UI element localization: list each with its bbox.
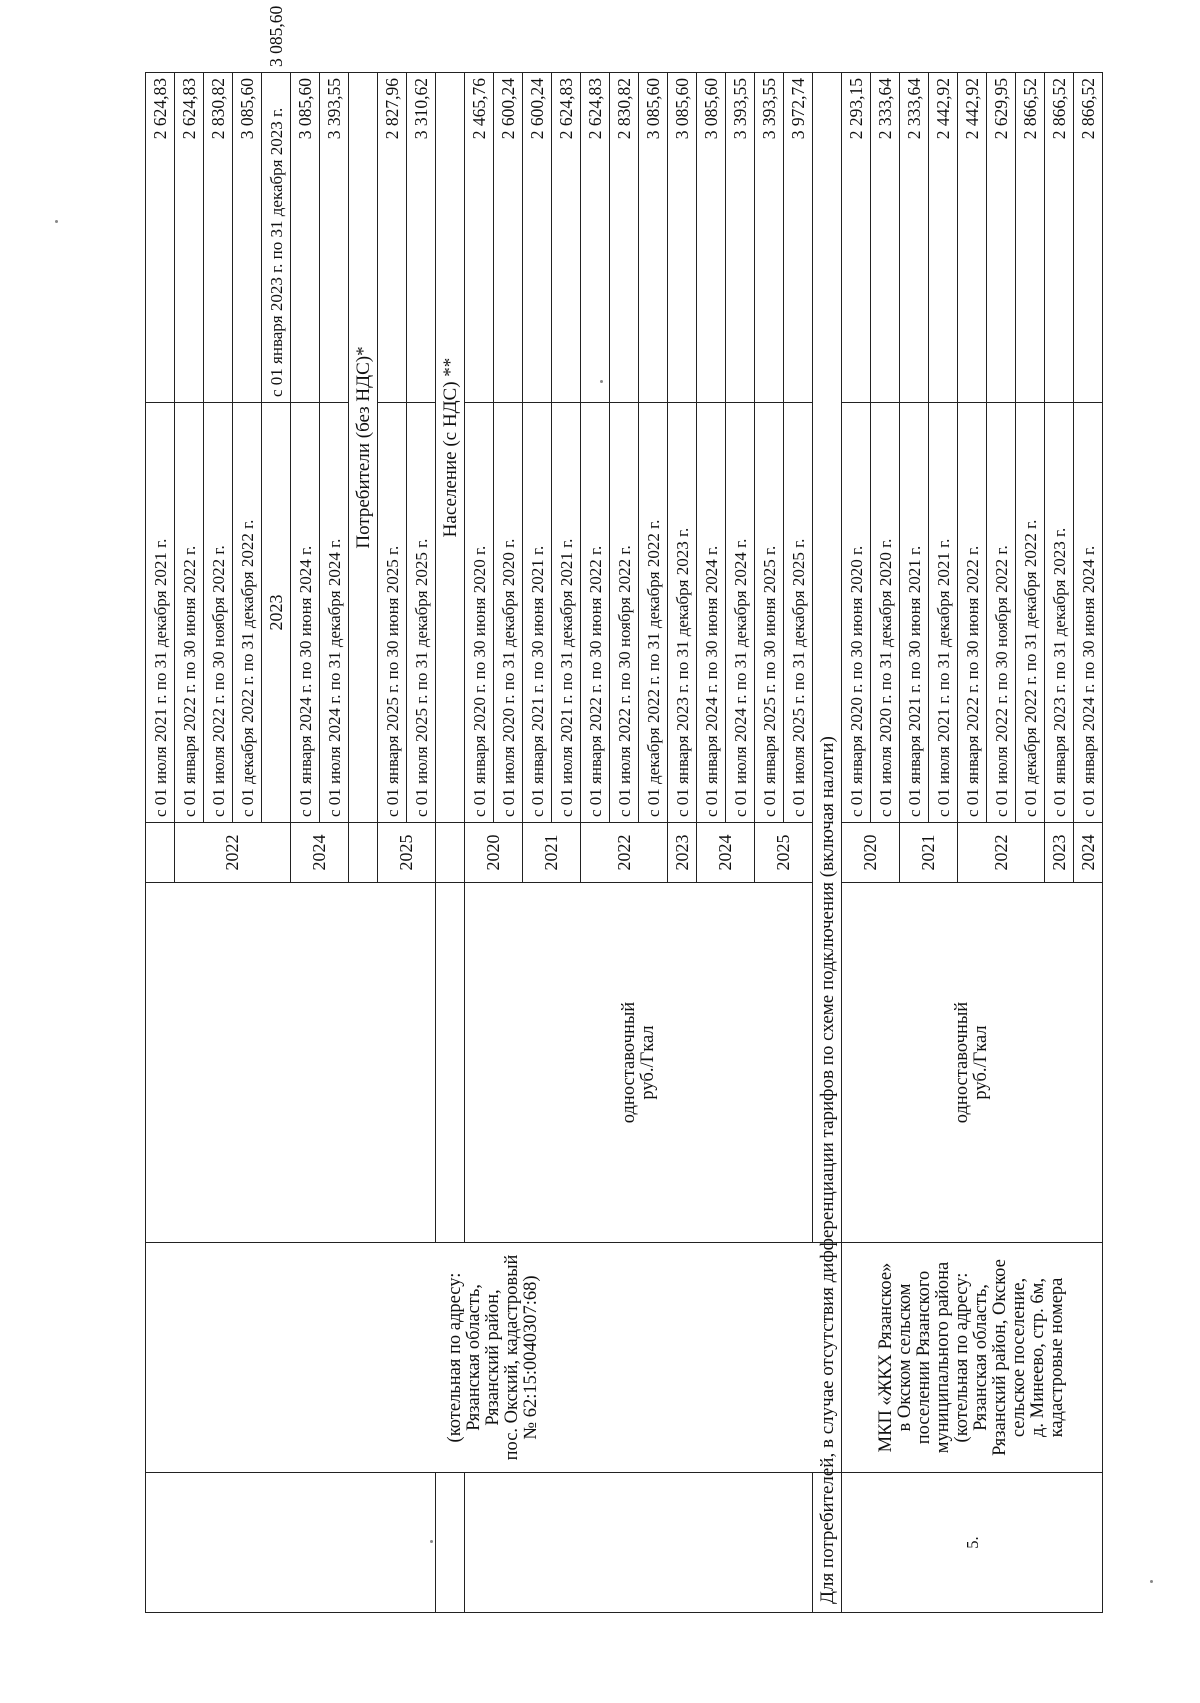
period-cell: с 01 декабря 2022 г. по 31 декабря 2022 г.	[1016, 403, 1045, 823]
year-cell: 2020	[842, 823, 900, 883]
table-row: 2023 с 01 января 2023 г. по 31 декабря 2023 г. 3 085,60	[262, 73, 291, 1613]
value-cell: 3 393,55	[320, 73, 349, 403]
period-cell: с 01 июля 2021 г. по 31 декабря 2021 г.	[929, 403, 958, 823]
value-cell: 2 830,82	[204, 73, 233, 403]
value-cell: 3 085,60	[639, 73, 668, 403]
value-cell: 2 866,52	[1045, 73, 1074, 403]
year-cell: 2023	[1045, 823, 1074, 883]
value-cell: 2 442,92	[929, 73, 958, 403]
period-cell: с 01 января 2024 г. по 30 июня 2024 г.	[697, 403, 726, 823]
year-cell: 2022	[175, 823, 291, 883]
period-cell: с 01 июля 2021 г. по 31 декабря 2021 г.	[146, 403, 175, 823]
period-cell: с 01 июля 2020 г. по 31 декабря 2020 г.	[494, 403, 523, 823]
value-cell: 2 624,83	[552, 73, 581, 403]
empty-year-cell	[436, 823, 465, 883]
period-cell: с 01 января 2024 г. по 30 июня 2024 г.	[1074, 403, 1103, 823]
consumers-header: Потребители (без НДС)*	[349, 73, 378, 823]
period-cell: с 01 января 2022 г. по 30 июня 2022 г.	[958, 403, 987, 823]
value-cell: 2 600,24	[523, 73, 552, 403]
tariff-type-cell-top	[146, 883, 436, 1243]
value-cell: 2 866,52	[1016, 73, 1045, 403]
scan-speck	[55, 220, 58, 223]
period-cell: с 01 января 2021 г. по 30 июня 2021 г.	[523, 403, 552, 823]
year-cell: 2022	[958, 823, 1045, 883]
year-cell: 2025	[755, 823, 813, 883]
value-cell: 2 442,92	[958, 73, 987, 403]
value-cell: 3 393,55	[726, 73, 755, 403]
period-cell: с 01 декабря 2022 г. по 31 декабря 2022 г.	[639, 403, 668, 823]
period-cell: с 01 января 2020 г. по 30 июня 2020 г.	[842, 403, 871, 823]
scan-speck	[430, 1540, 433, 1543]
period-cell: с 01 июля 2022 г. по 30 ноября 2022 г.	[610, 403, 639, 823]
period-cell: с 01 июля 2024 г. по 31 декабря 2024 г.	[320, 403, 349, 823]
year-cell: 2024	[291, 823, 349, 883]
org-cell-item5: МКП «ЖКХ Рязанское» в Окском сельском поселении Рязанского муниципального района (котельная по адресу: Рязанская область, Рязанский район, Окское сельское поселение, д. Минеево, стр. 6м, кадастровые номера	[842, 1243, 1103, 1473]
year-cell: 2022	[581, 823, 668, 883]
period-cell: с 01 января 2020 г. по 30 июня 2020 г.	[465, 403, 494, 823]
differentiation-header: Для потребителей, в случае отсутствия дифференциации тарифов по схеме подключения (включая налоги)	[813, 73, 842, 1613]
section-header-row	[813, 73, 842, 1613]
period-cell: с 01 июля 2022 г. по 30 ноября 2022 г.	[204, 403, 233, 823]
period-cell: с 01 июля 2022 г. по 30 ноября 2022 г.	[987, 403, 1016, 823]
period-cell: с 01 января 2023 г. по 31 декабря 2023 г.	[262, 73, 291, 403]
value-cell: 3 393,55	[755, 73, 784, 403]
period-cell: с 01 июля 2021 г. по 31 декабря 2021 г.	[552, 403, 581, 823]
value-cell: 3 310,62	[407, 73, 436, 403]
tariff-type-cell-diff: одноставочный руб./Гкал	[842, 883, 1103, 1243]
period-cell: с 01 января 2024 г. по 30 июня 2024 г.	[291, 403, 320, 823]
period-cell: с 01 января 2023 г. по 31 декабря 2023 г.	[1045, 403, 1074, 823]
year-cell: 2023	[668, 823, 697, 883]
table-row	[842, 73, 871, 1613]
period-cell: с 01 января 2022 г. по 30 июня 2022 г.	[175, 403, 204, 823]
item-number-cell-prev-c	[465, 1473, 813, 1613]
period-cell: с 01 января 2021 г. по 30 июня 2021 г.	[900, 403, 929, 823]
year-cell: 2025	[378, 823, 436, 883]
org-cell-prev: (котельная по адресу: Рязанская область, Рязанский район, пос. Окский, кадастровый № 62:15:0040307:68)	[146, 1243, 842, 1473]
item-number-cell-prev-b	[436, 1473, 465, 1613]
year-cell: 2020	[465, 823, 523, 883]
period-cell: с 01 января 2025 г. по 30 июня 2025 г.	[378, 403, 407, 823]
value-cell: 2 624,83	[175, 73, 204, 403]
year-cell	[146, 823, 175, 883]
year-cell: 2024	[1074, 823, 1103, 883]
empty-year-cell	[349, 823, 378, 883]
year-cell: 2021	[523, 823, 581, 883]
value-cell: 2 465,76	[465, 73, 494, 403]
year-cell: 2024	[697, 823, 755, 883]
item-number-cell-prev	[146, 1473, 436, 1613]
period-cell: с 01 декабря 2022 г. по 31 декабря 2022 г.	[233, 403, 262, 823]
value-cell: 2 293,15	[842, 73, 871, 403]
period-cell: с 01 января 2022 г. по 30 июня 2022 г.	[581, 403, 610, 823]
value-cell: 2 827,96	[378, 73, 407, 403]
value-cell: 2 624,83	[146, 73, 175, 403]
value-cell: 2 624,83	[581, 73, 610, 403]
empty-tariff-cell	[436, 883, 465, 1243]
period-cell: с 01 июля 2020 г. по 31 декабря 2020 г.	[871, 403, 900, 823]
tariff-type-cell-population: одноставочный руб./Гкал	[465, 883, 813, 1243]
period-cell: с 01 июля 2024 г. по 31 декабря 2024 г.	[726, 403, 755, 823]
period-cell: с 01 января 2025 г. по 30 июня 2025 г.	[755, 403, 784, 823]
period-cell: с 01 января 2023 г. по 31 декабря 2023 г.	[668, 403, 697, 823]
value-cell: 3 085,60	[668, 73, 697, 403]
period-cell: с 01 июля 2025 г. по 31 декабря 2025 г.	[784, 403, 813, 823]
year-cell: 2023	[262, 403, 291, 823]
scan-speck	[600, 380, 603, 383]
value-cell: 2 333,64	[871, 73, 900, 403]
value-cell: 2 629,95	[987, 73, 1016, 403]
value-cell: 3 085,60	[233, 73, 262, 403]
population-header: Население (с НДС) **	[436, 73, 465, 823]
value-cell: 3 972,74	[784, 73, 813, 403]
item-number-5: 5.	[842, 1473, 1103, 1613]
value-cell: 2 866,52	[1074, 73, 1103, 403]
tariff-table	[145, 5, 1103, 1613]
value-cell: 2 333,64	[900, 73, 929, 403]
table-row	[146, 73, 175, 1613]
year-cell: 2021	[900, 823, 958, 883]
scan-speck	[1150, 1580, 1153, 1583]
value-cell: 2 830,82	[610, 73, 639, 403]
value-cell: 3 085,60	[291, 73, 320, 403]
period-cell: с 01 июля 2025 г. по 31 декабря 2025 г.	[407, 403, 436, 823]
value-cell: 3 085,60	[697, 73, 726, 403]
value-cell: 2 600,24	[494, 73, 523, 403]
